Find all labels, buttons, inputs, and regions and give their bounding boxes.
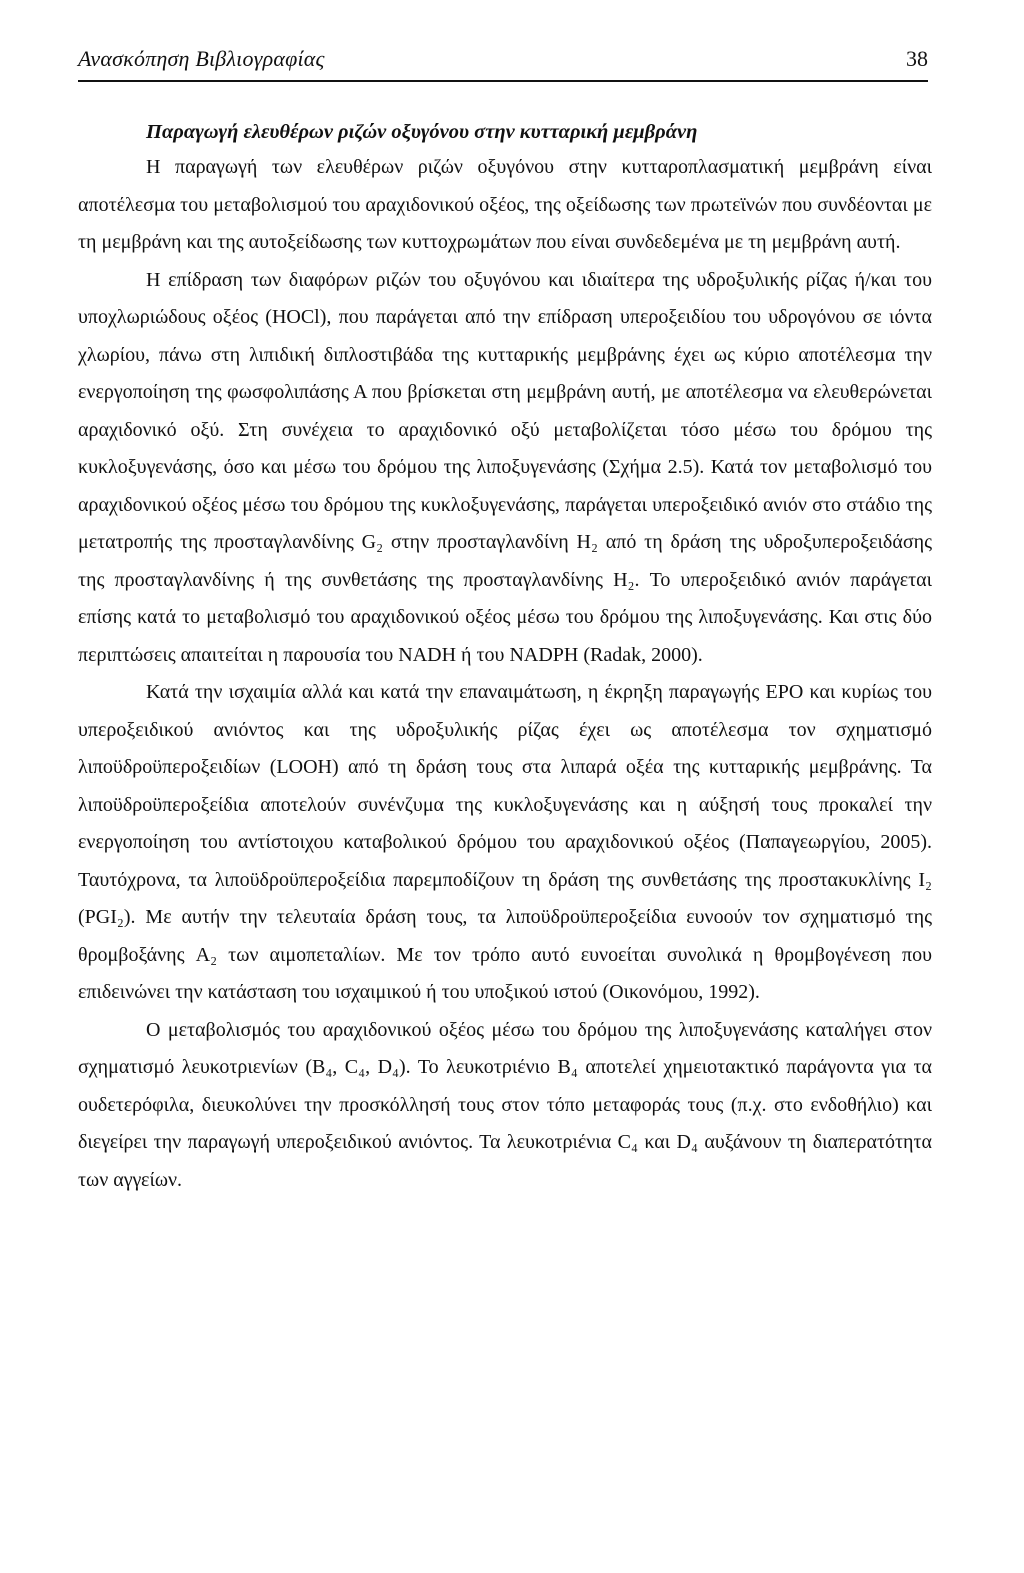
- document-body: [78, 115, 932, 1199]
- paragraph-2: Η επίδραση των διαφόρων ριζών του οξυγόνου και ιδιαίτερα της υδροξυλικής ρίζας ή/και του υποχλωριώδους οξέος (HOCl), που παράγεται από την επίδραση υπεροξειδίου του υδρογόνου σε ιόντα χλωρίου, πάνω στη λιπιδική διπλοστιβάδα της κυτταρικής μεμβράνης έχει ως κύριο αποτέλεσμα την ενεργοποίηση της φωσφολιπάσης Α που βρίσκεται στη μεμβράνη αυτή, με αποτέλεσμα να ελευθερώνεται αραχιδονικό οξύ. Στη συνέχεια το αραχιδονικό οξύ μεταβολίζεται τόσο μέσω του δρόμου της κυκλοξυγενάσης, όσο και μέσω του δρόμου της λιποξυγενάσης (Σχήμα 2.5). Κατά τον μεταβολισμό του αραχιδονικού οξέος μέσω του δρόμου της κυκλοξυγενάσης, παράγεται υπεροξειδικό ανιόν στο στάδιο της μετατροπής της προσταγλανδίνης G₂ στην προσταγλανδίνη H₂ από τη δράση της υδροξυπεροξειδάσης της προσταγλανδίνης ή της συνθετάσης της προσταγλανδίνης H₂. Το υπεροξειδικό ανιόν παράγεται επίσης κατά το μεταβολισμό του αραχιδονικού οξέος μέσω του δρόμου της λιποξυγενάσης. Και στις δύο περιπτώσεις απαιτείται η παρουσία του NADH ή του NADPH (Radak, 2000).: [78, 268, 932, 666]
- section-title: Παραγωγή ελευθέρων ριζών οξυγόνου στην κυτταρική μεμβράνη: [146, 121, 698, 143]
- page-number: 38: [906, 46, 928, 71]
- running-title: Ανασκόπηση Βιβλιογραφίας: [78, 46, 325, 71]
- paragraph-4: Ο μεταβολισμός του αραχιδονικού οξέος μέσω του δρόμου της λιποξυγενάσης καταλήγει στον σχηματισμό λευκοτριενίων (B₄, C₄, D₄). Το λευκοτριένιο B₄ αποτελεί χημειοτακτικό παράγοντα για τα ουδετερόφιλα, διευκολύνει την προσκόλλησή τους στον τόπο μεταφοράς τους (π.χ. στο ενδοθήλιο) και διεγείρει την παραγωγή υπεροξειδικού ανιόντος. Τα λευκοτριένια C₄ και D₄ αυξάνουν τη διαπερατότητα των αγγείων.: [78, 1018, 932, 1191]
- page-header: [78, 40, 928, 82]
- paragraph-1: Η παραγωγή των ελευθέρων ριζών οξυγόνου στην κυτταροπλασματική μεμβράνη είναι αποτέλεσμα του μεταβολισμού του αραχιδονικού οξέος, της οξείδωσης των πρωτεϊνών που συνδέονται με τη μεμβράνη και της αυτοξείδωσης των κυττοχρωμάτων που είναι συνδεδεμένα με τη μεμβράνη αυτή.: [78, 156, 932, 253]
- paragraph-3: Κατά την ισχαιμία αλλά και κατά την επαναιμάτωση, η έκρηξη παραγωγής ΕΡΟ και κυρίως του υπεροξειδικού ανιόντος και της υδροξυλικής ρίζας έχει ως αποτέλεσμα τον σχηματισμό λιποϋδροϋπεροξειδίων (LOOH) από τη δράση τους στα λιπαρά οξέα της κυτταρικής μεμβράνης. Τα λιποϋδροϋπεροξείδια αποτελούν συνένζυμα της κυκλοξυγενάσης και η αύξησή τους προκαλεί την ενεργοποίηση του αντίστοιχου καταβολικού δρόμου του αραχιδονικού οξέος (Παπαγεωργίου, 2005). Ταυτόχρονα, τα λιποϋδροϋπεροξείδια παρεμποδίζουν τη δράση της συνθετάσης της προστακυκλίνης I₂ (PGI₂). Με αυτήν την τελευταία δράση τους, τα λιποϋδροϋπεροξείδια ευνοούν τον σχηματισμό της θρομβοξάνης A₂ των αιμοπεταλίων. Με τον τρόπο αυτό ευνοείται συνολικά η θρομβογένεση που επιδεινώνει την κατάσταση του ισχαιμικού ή του υποξικού ιστού (Οικονόμου, 1992).: [78, 681, 932, 1003]
